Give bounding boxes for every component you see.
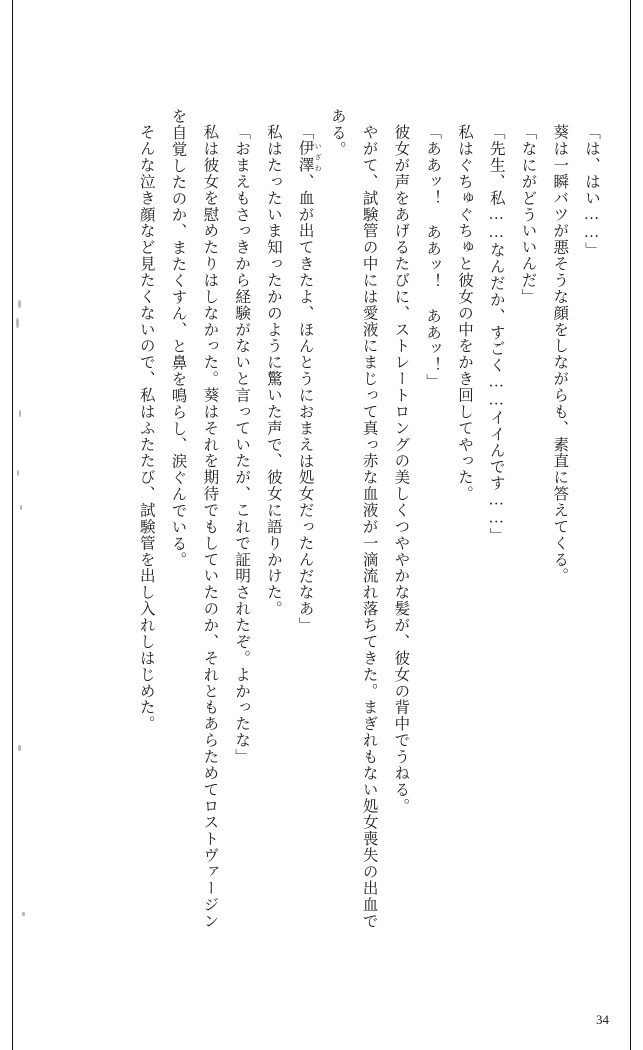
paragraph: 葵は一瞬バツが悪そうな顔をしながらも、素直に答えてくる。 [551,123,569,584]
paragraph: 私はぐちゅぐちゅと彼女の中をかき回してやった。 [455,123,473,502]
scan-speck [18,745,21,751]
scan-speck [17,470,19,476]
scan-speck [19,410,21,417]
scan-speck [18,300,21,308]
right-margin-rule [630,0,631,1050]
ruby-base: 伊澤 [296,139,314,173]
ruby-reading: いざわ [313,139,322,173]
paragraph: 「は、はい……」 [583,123,600,258]
page-number: 34 [596,1012,609,1027]
paragraph: そんな泣き顔など見たくないので、私はふたたび、試験管を出し入れしはじめた。 [137,123,155,732]
paragraph: 「おまえもさっきから経験がないと言っていたが、これで証明されたぞ。よかったな」 [233,123,251,765]
paragraph: 私はたったいま知ったかのように驚いた声で、彼女に語りかけた。 [264,123,282,617]
paragraph: 「ああッ！ ああッ！ ああッ！」 [424,123,442,390]
paragraph: 「先生、私……なんだか、すごく……イイんです……」 [487,123,505,544]
body-text [60,108,607,938]
paragraph-with-ruby: 「伊澤 いざわ、血が出てきたよ、ほんとうにおまえは処女だったんだなあ」 [296,123,322,633]
paragraph: 「なにがどういいんだ」 [519,123,537,305]
ruby-annotation [296,139,322,173]
left-margin-rule [12,0,13,1050]
scan-speck [20,505,22,510]
scan-speck [16,318,19,328]
paragraph: やがて、試験管の中には愛液にまじって真っ赤な血液が一滴流れ落ちてきた。まぎれもない処女喪失の出血である。 [328,108,378,929]
scan-speck [22,912,25,916]
paragraph: 彼女が声をあげるたびに、ストレートロングの美しくつややかな髪が、彼女の背中でうねる。 [392,123,410,814]
paragraph: 私は彼女を慰めたりはしなかった。葵はそれを期待でもしていたのか、それともあらためてロストヴァージンを自覚したのか、またくすん、と鼻を鳴らし、涙ぐんでいる。 [169,108,219,929]
